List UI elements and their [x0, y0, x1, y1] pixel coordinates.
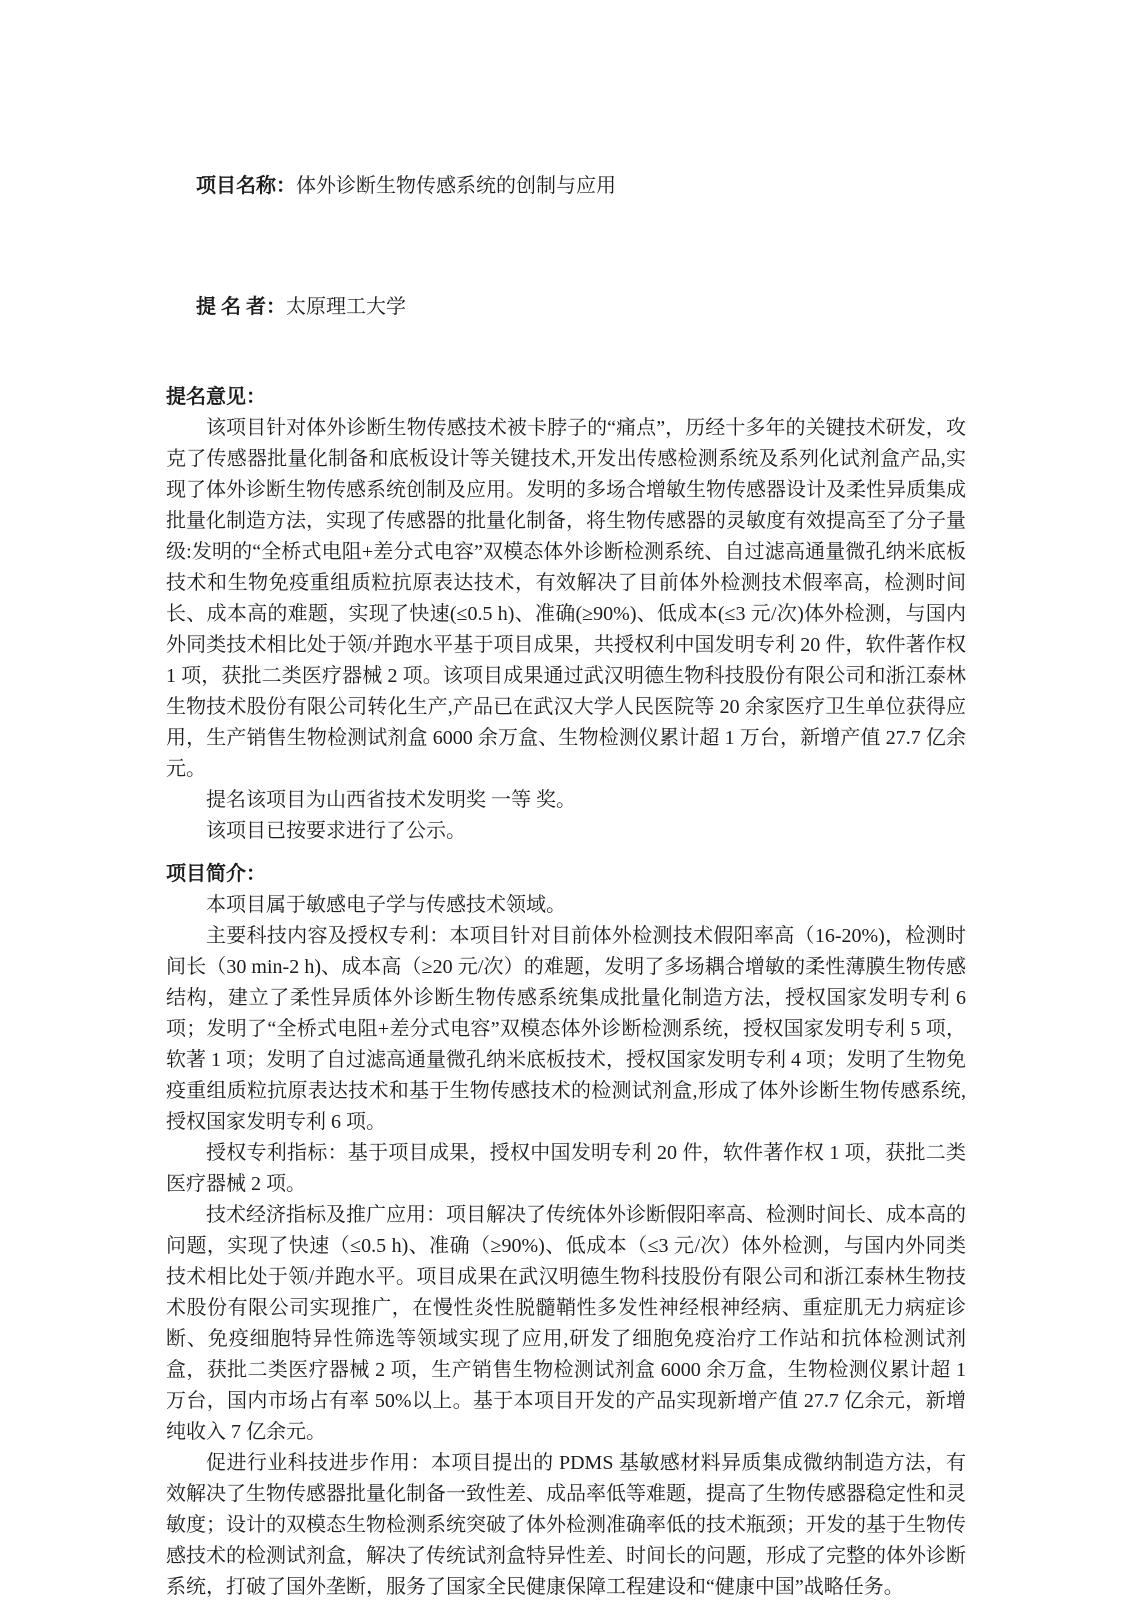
intro-economic-index-paragraph: 技术经济指标及推广应用：项目解决了传统体外诊断假阳率高、检测时间长、成本高的问题，实现了快速（≤0.5 h)、准确（≥90%)、低成本（≤3 元/次）体外检测，与国内外同类技术相比处于领/并跑水平。项目成果在武汉明德生物科技股份有限公司和浙江泰林生物技术股份有限公司实现推广，在慢性炎性脱髓鞘性多发性神经根神经病、重症肌无力病症诊断、免疫细胞特异性筛选等领域实现了应用,研发了细胞免疫治疗工作站和抗体检测试剂盒，获批二类医疗器械 2 项，生产销售生物检测试剂盒 6000 余万盒，生物检测仪累计超 1 万台，国内市场占有率 50%以上。基于本项目开发的产品实现新增产值 27.7 亿余元，新增纯收入 7 亿余元。 — [166, 1204, 971, 1443]
intro-tech-content-paragraph: 主要科技内容及授权专利：本项目针对目前体外检测技术假阳率高（16-20%)，检测时间长（30 min-2 h)、成本高（≥20 元/次）的难题，发明了多场耦合增敏的柔性薄膜生物传感结构，建立了柔性异质体外诊断生物传感系统集成批量化制造方法，授权国家发明专利 6 项；发明了“全桥式电阻+差分式电容”双模态体外诊断检测系统，授权国家发明专利 5 项，软著 1 项；发明了自过滤高通量微孔纳米底板技术，授权国家发明专利 4 项；发明了生物免疫重组质粒抗原表达技术和基于生物传感技术的检测试剂盒,形成了体外诊断生物传感系统,授权国家发明专利 6 项。 — [166, 925, 971, 1133]
document-content — [166, 140, 971, 1600]
nomination-opinion-paragraph: 该项目针对体外诊断生物传感技术被卡脖子的“痛点”，历经十多年的关键技术研发，攻克了传感器批量化制备和底板设计等关键技术,开发出传感检测系统及系列化试剂盒产品,实现了体外诊断生物传感系统创制及应用。发明的多场合增敏生物传感器设计及柔性异质集成批量化制造方法，实现了传感器的批量化制备，将生物传感器的灵敏度有效提高至了分子量级:发明的“全桥式电阻+差分式电容”双模态体外诊断检测系统、自过滤高通量微孔纳米底板技术和生物免疫重组质粒抗原表达技术，有效解决了目前体外检测技术假率高，检测时间长、成本高的难题，实现了快速(≤0.5 h)、准确(≥90%)、低成本(≤3 元/次)体外检测，与国内外同类技术相比处于领/并跑水平基于项目成果，共授权利中国发明专利 20 件，软件著作权 1 项，获批二类医疗器械 2 项。该项目成果通过武汉明德生物科技股份有限公司和浙江泰林生物技术股份有限公司转化生产,产品已在武汉大学人民医院等 20 余家医疗卫生单位获得应用，生产销售生物检测试剂盒 6000 余万盒、生物检测仪累计超 1 万台，新增产值 27.7 亿余元。 — [166, 417, 971, 780]
section-project-intro — [166, 859, 971, 1600]
nomination-award-paragraph: 提名该项目为山西省技术发明奖 一等 奖。 — [206, 789, 576, 811]
project-intro-heading: 项目简介： — [166, 863, 266, 885]
project-name-value: 体外诊断生物传感系统的创制与应用 — [296, 175, 616, 197]
intro-industry-progress-paragraph: 促进行业科技进步作用：本项目提出的 PDMS 基敏感材料异质集成微纳制造方法，有效解决了生物传感器批量化制备一致性差、成品率低等难题，提高了生物传感器稳定性和灵敏度；设计的双模态生物检测系统突破了体外检测准确率低的技术瓶颈；开发的基于生物传感技术的检测试剂盒，解决了传统试剂盒特异性差、时间长的问题，形成了完整的体外诊断系统，打破了国外垄断，服务了国家全民健康保障工程建设和“健康中国”战略任务。 — [166, 1452, 966, 1598]
intro-patent-index-paragraph: 授权专利指标：基于项目成果，授权中国发明专利 20 件，软件著作权 1 项，获批二类医疗器械 2 项。 — [166, 1142, 966, 1195]
project-name-label: 项目名称： — [196, 175, 296, 197]
nomination-opinion-heading: 提名意见： — [166, 386, 266, 408]
intro-field-paragraph: 本项目属于敏感电子学与传感技术领域。 — [206, 894, 566, 916]
field-nominator — [166, 261, 966, 354]
nominator-label: 提 名 者： — [196, 296, 286, 318]
nomination-publicity-paragraph: 该项目已按要求进行了公示。 — [206, 820, 466, 842]
nominator-value: 太原理工大学 — [286, 296, 406, 318]
field-project-name — [166, 140, 966, 233]
section-nomination-opinion — [166, 382, 971, 847]
